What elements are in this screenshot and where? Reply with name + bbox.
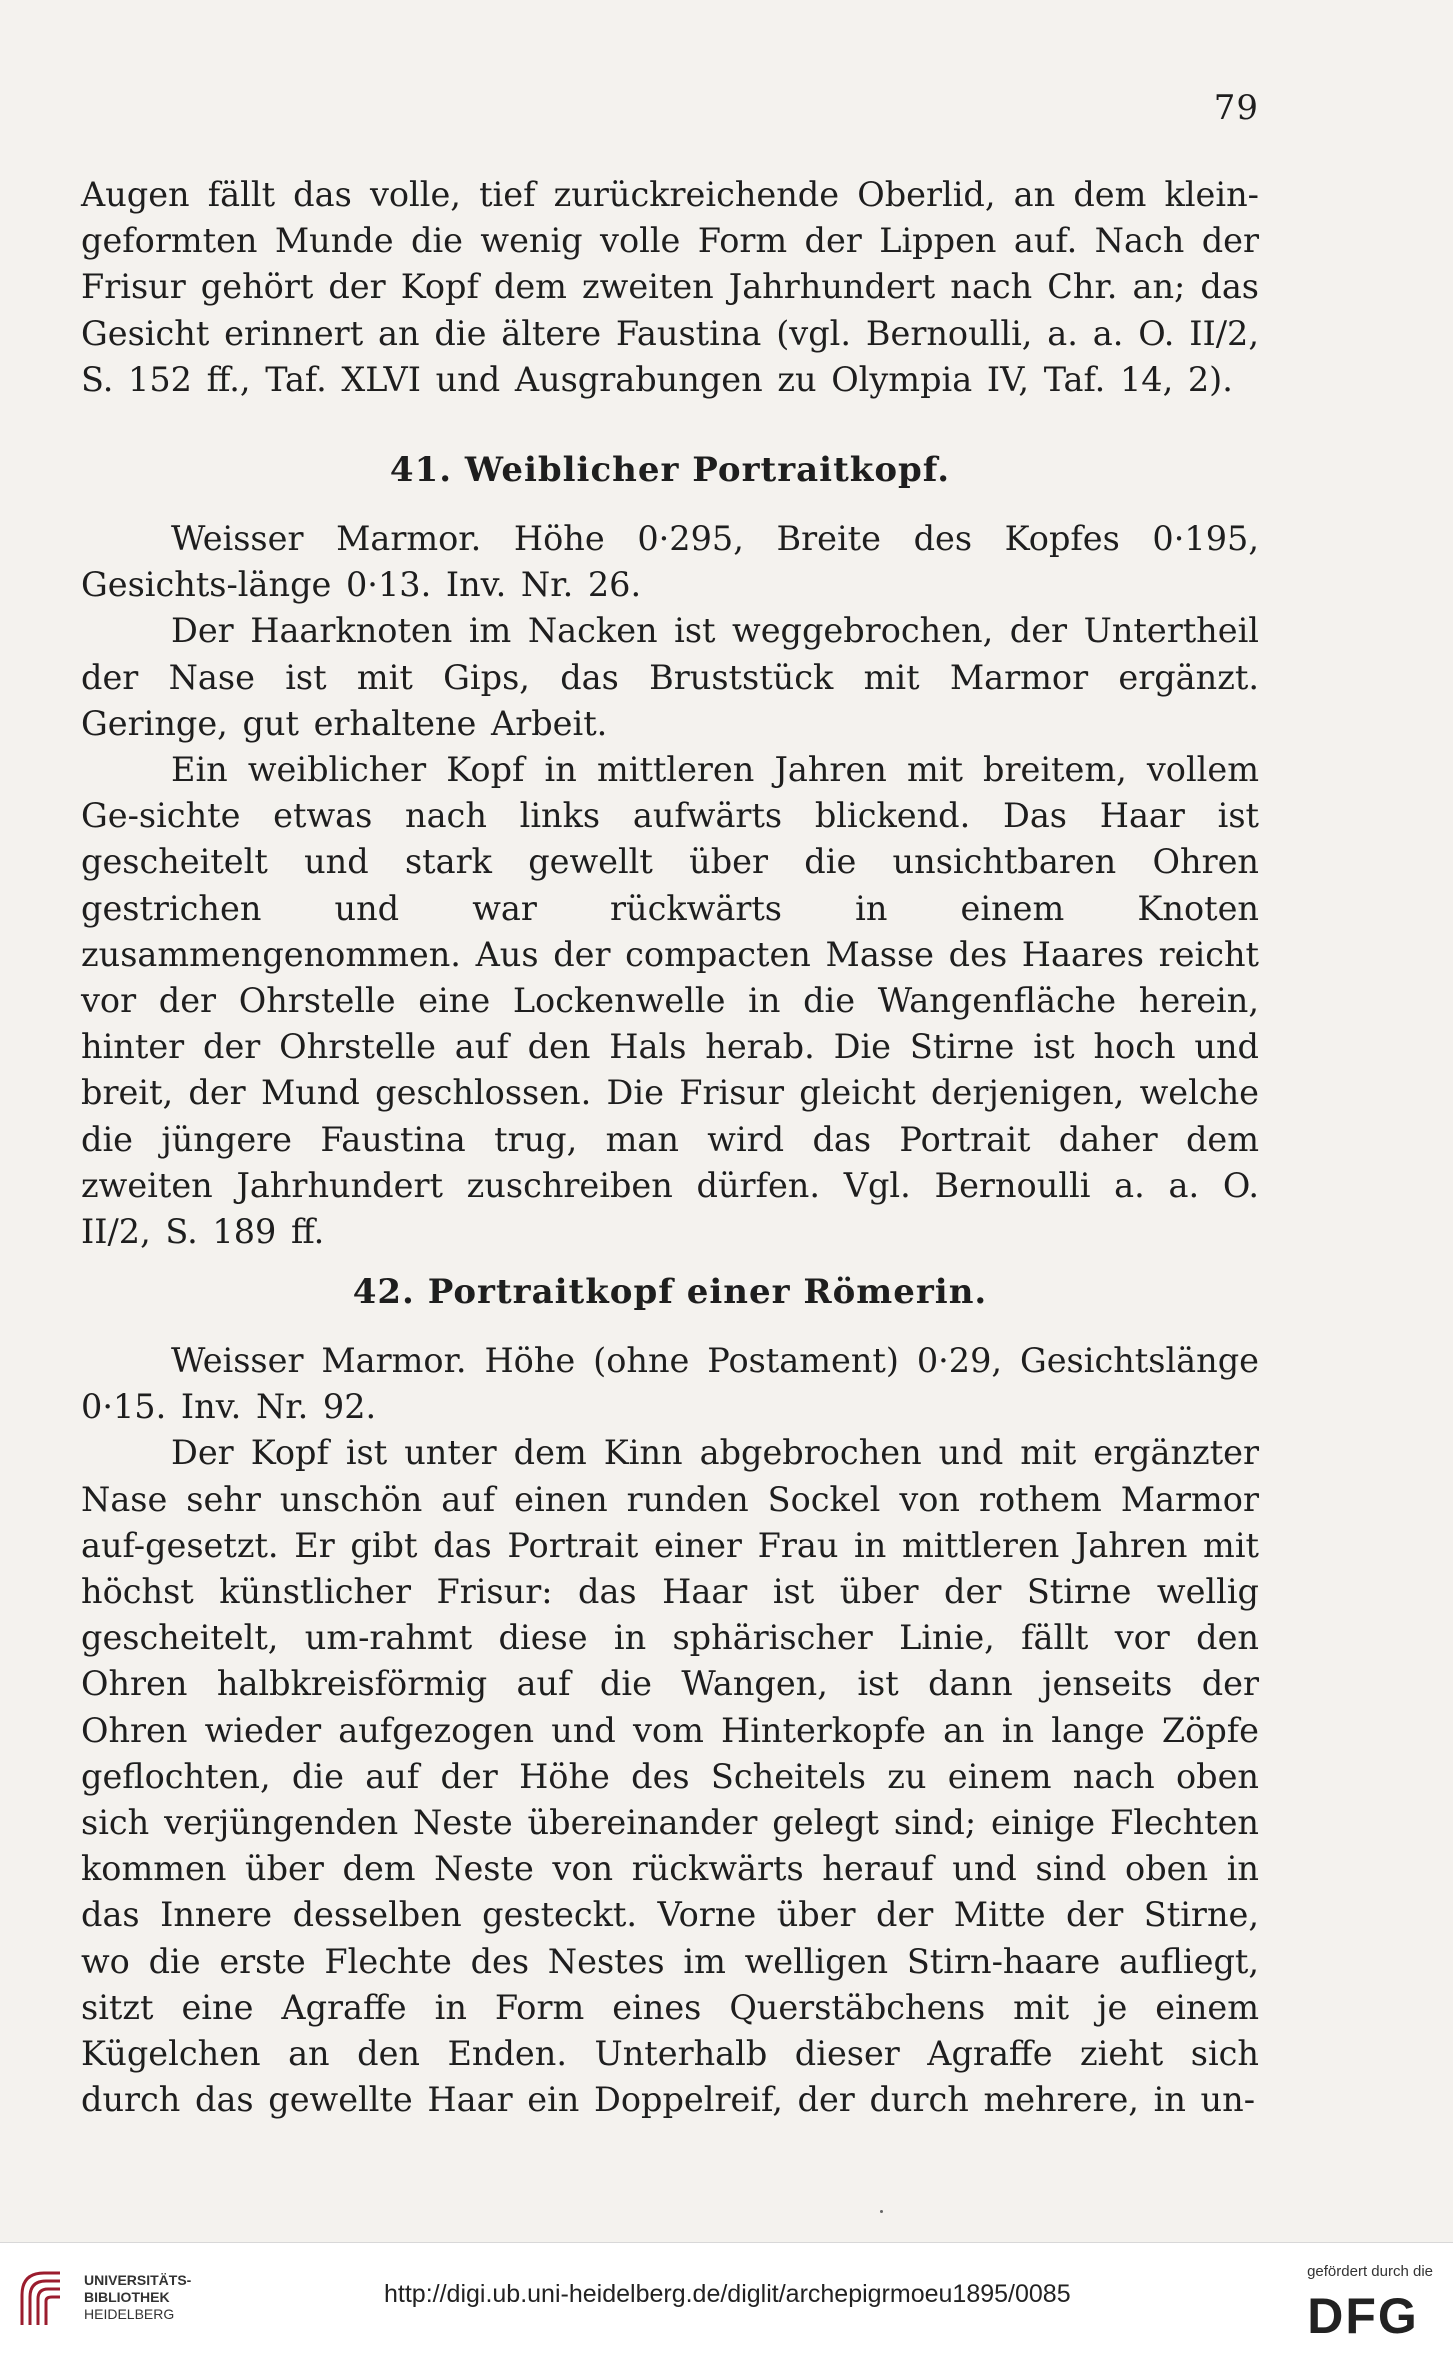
text-block-intro: [81, 172, 1259, 403]
paragraph: Weisser Marmor. Höhe (ohne Postament) 0·29, Gesichtslänge 0·15. Inv. Nr. 92.: [81, 1341, 1259, 1427]
library-name: UNIVERSITÄTS- BIBLIOTHEK HEIDELBERG: [84, 2272, 192, 2322]
footer-bar: [0, 2242, 1453, 2356]
section-heading-41: 41. Weiblicher Portraitkopf.: [389, 450, 951, 490]
paragraph: Ein weiblicher Kopf in mittleren Jahren mit breitem, vollem Ge-sichte etwas nach links aufwärts blickend. Das Haar ist gescheitelt und stark gewellt über die unsichtbaren Ohren gestrichen und war rückwärts in einem Knoten zusammengenommen. Aus der compacten Masse des Haares reicht vor der Ohrstelle eine Lockenwelle in die Wangenfläche herein, hinter der Ohrstelle auf den Hals herab. Die Stirne ist hoch und breit, der Mund geschlossen. Die Frisur gleicht derjenigen, welche die jüngere Faustina trug, man wird das Portrait daher dem zweiten Jahrhundert zuschreiben dürfen. Vgl. Bernoulli a. a. O. II/2, S. 189 ff.: [81, 750, 1259, 1252]
paragraph: Der Kopf ist unter dem Kinn abgebrochen und mit ergänzter Nase sehr unschön auf einen runden Sockel von rothem Marmor auf-gesetzt. Er gibt das Portrait einer Frau in mittleren Jahren mit höchst künstlicher Frisur: das Haar ist über der Stirne wellig gescheitelt, um-rahmt diese in sphärischer Linie, fällt vor den Ohren halbkreisförmig auf die Wangen, ist dann jenseits der Ohren wieder aufgezogen und vom Hinterkopfe an in lange Zöpfe geflochten, die auf der Höhe des Scheitels zu einem nach oben sich verjüngenden Neste übereinander gelegt sind; einige Flechten kommen über dem Neste von rückwärts herauf und sind oben in das Innere desselben gesteckt. Vorne über der Mitte der Stirne, wo die erste Flechte des Nestes im welligen Stirn-haare aufliegt, sitzt eine Agraffe in Form eines Querstäbchens mit je einem Kügelchen an den Enden. Unterhalb dieser Agraffe zieht sich durch das gewellte Haar ein Doppelreif, der durch mehrere, in un-: [81, 1433, 1259, 2120]
section-heading-42: 42. Portraitkopf einer Römerin.: [352, 1272, 988, 1312]
paragraph: Augen fällt das volle, tief zurückreichende Oberlid, an dem klein-geformten Munde die wenig volle Form der Lippen auf. Nach der Frisur gehört der Kopf dem zweiten Jahrhundert nach Chr. an; das Gesicht erinnert an die ältere Faustina (vgl. Bernoulli, a. a. O. II/2, S. 152 ff., Taf. XLVI und Ausgrabungen zu Olympia IV, Taf. 14, 2).: [81, 175, 1259, 399]
page-number: 79: [1213, 88, 1259, 128]
source-url-link[interactable]: http://digi.ub.uni-heidelberg.de/diglit/archepigrmoeu1895/0085: [384, 2280, 1071, 2308]
dfg-logo-icon: [1293, 2287, 1433, 2341]
scan-speck: [880, 2210, 883, 2213]
university-library-logo-icon: [16, 2265, 66, 2331]
svg-text:DFG: DFG: [1307, 2288, 1419, 2341]
funding-label: gefördert durch die: [1307, 2263, 1433, 2280]
text-block-41: [81, 516, 1259, 1255]
paragraph: Weisser Marmor. Höhe 0·295, Breite des Kopfes 0·195, Gesichts-länge 0·13. Inv. Nr. 26.: [81, 519, 1259, 605]
text-block-42: [81, 1338, 1259, 2123]
paragraph: Der Haarknoten im Nacken ist weggebrochen, der Untertheil der Nase ist mit Gips, das Bruststück mit Marmor ergänzt. Geringe, gut erhaltene Arbeit.: [81, 611, 1259, 743]
